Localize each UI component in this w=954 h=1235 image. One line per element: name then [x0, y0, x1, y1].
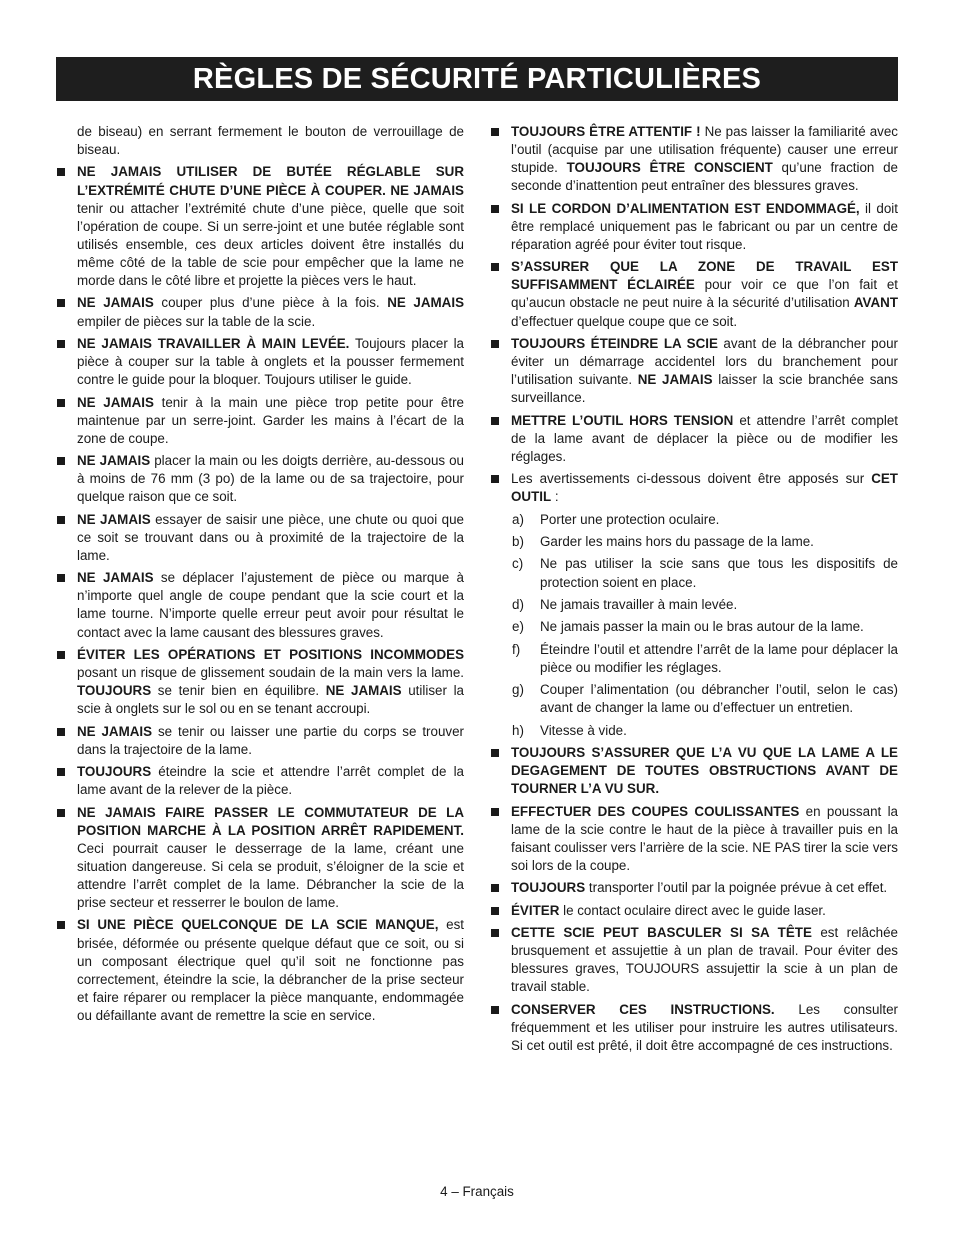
item-bold: CONSERVER CES INSTRUCTIONS. [511, 1001, 775, 1017]
list-item-continuation [56, 123, 464, 159]
square-bullet-icon [491, 475, 499, 483]
item-text: laisser la scie branchée sans surveillance. [511, 372, 899, 406]
square-bullet-icon [491, 929, 499, 937]
item-bold: TOUJOURS ÊTRE CONSCIENT [566, 160, 773, 176]
item-bold: S’ASSURER QUE LA ZONE DE TRAVAIL EST SUFFISAMMENT ÉCLAIRÉE [511, 259, 898, 293]
list-item [490, 879, 898, 897]
sub-item-text: Porter une protection oculaire. [540, 511, 720, 527]
item-text: est brisée, déformée ou présente quelque défaut que ce soit, ou si un composant électrique quel qu’il soit ne fonctionne pas correctement, éteindre la scie, la débrancher de la prise secteur et faire réparer ou remplacer la pièce manquante, endommagée ou défaillante avant de remettre la scie en service. [77, 917, 465, 1023]
item-bold: CETTE SCIE PEUT BASCULER SI SA TÊTE [511, 925, 812, 941]
list-item [490, 470, 898, 506]
item-text: tenir à la main une pièce trop petite pour être maintenue par un serre-joint. Garder les mains à l’écart de la zone de coupe. [77, 394, 464, 446]
square-bullet-icon [57, 457, 65, 465]
sub-list-item [490, 555, 898, 591]
item-bold: NE JAMAIS [637, 372, 713, 388]
item-text: et attendre l’arrêt complet de la lame avant de déplacer la pièce ou de modifier les réglages. [511, 412, 899, 464]
item-text: tenir ou attacher l’extrémité chute d’une pièce, quelle que soit l’opération de coupe. Si un serre-joint et une butée réglable sont utilisés ensemble, ces deux articles doivent être installés du même côté de la table de scie pour empêcher que la lame ne morde dans le côté libre et projette la pièces vers le haut. [77, 200, 464, 289]
item-text: essayer de saisir une pièce, une chute ou quoi que ce soit se trouvant dans ou à proximité de la trajectoire de la lame. [77, 511, 464, 563]
item-text: se déplacer l’ajustement de pièce ou marque à n’importe quel angle de coupe pendant que la scie court et la lame tourne. N’importe quelle erreur peut avoir pour résultat le contact avec la lame causant des blessures graves. [77, 570, 465, 640]
page-footer: 4 – Français [440, 1184, 514, 1199]
item-bold: NE JAMAIS FAIRE PASSER LE COMMUTATEUR DE LA POSITION MARCHE À LA POSITION ARRÊT RAPIDEMENT. [77, 804, 464, 838]
sub-item-letter: b) [512, 534, 524, 550]
sub-item-text: Ne pas utiliser la scie sans que tous les dispositifs de protection soient en place. [540, 556, 898, 590]
item-text: utiliser la scie à onglets sur le sol ou en se tenant accroupi. [77, 683, 464, 717]
item-text: empiler de pièces sur la table de la scie. [77, 313, 316, 329]
list-item [490, 902, 898, 920]
list-item [56, 916, 464, 1025]
item-bold: NE JAMAIS [77, 295, 154, 311]
sub-list-item [490, 722, 898, 740]
sub-item-text: Éteindre l’outil et attendre l’arrêt de la lame pour déplacer la pièce ou modifier les réglages. [540, 641, 898, 675]
square-bullet-icon [57, 516, 65, 524]
item-bold: TOUJOURS ÊTRE ATTENTIF ! [511, 124, 701, 139]
item-text: se tenir bien en équilibre. [151, 683, 326, 699]
sub-item-text: Ne jamais passer la main ou le bras autour de la lame. [540, 619, 864, 635]
square-bullet-icon [491, 907, 499, 915]
item-bold: NE JAMAIS TRAVAILLER À MAIN LEVÉE. [77, 335, 350, 351]
square-bullet-icon [57, 399, 65, 407]
square-bullet-icon [491, 417, 499, 425]
square-bullet-icon [491, 205, 499, 213]
sub-item-text: Ne jamais travailler à main levée. [540, 596, 738, 612]
item-bold: NE JAMAIS [77, 453, 151, 469]
list-item [56, 163, 464, 290]
item-text: placer la main ou les doigts derrière, au-dessous ou à moins de 76 mm (3 po) de la lame ou de sa trajectoire, pour quelque raison que ce soit. [77, 453, 464, 505]
item-text: Les consulter fréquemment et les utiliser pour instruire les autres utilisateurs. Si cet outil est prêté, il doit être accompagné de ces instructions. [511, 1001, 898, 1053]
item-text: couper plus d’une pièce à la fois. [153, 295, 388, 311]
sub-item-letter: h) [512, 722, 524, 738]
list-item [56, 511, 464, 565]
list-item [490, 1001, 898, 1055]
left-column [56, 123, 464, 1029]
square-bullet-icon [57, 809, 65, 817]
list-item [56, 763, 464, 799]
list-item [490, 200, 898, 254]
sub-item-letter: g) [512, 682, 524, 698]
item-text: pour voir ce que l’on fait et qu’aucun obstacle ne peut nuire à la sécurité d’utilisation [511, 277, 898, 311]
item-bold: SI UNE PIÈCE QUELCONQUE DE LA SCIE MANQUE, [77, 917, 439, 933]
item-text: transporter l’outil par la poignée prévue à cet effet. [585, 880, 888, 896]
list-item [490, 744, 898, 798]
sub-list-item [490, 533, 898, 551]
item-bold: NE JAMAIS [387, 295, 465, 311]
sub-item-text: Vitesse à vide. [540, 722, 627, 738]
list-item [490, 803, 898, 875]
sub-item-text: Garder les mains hors du passage de la lame. [540, 534, 814, 550]
sub-list-item [490, 641, 898, 677]
square-bullet-icon [57, 168, 65, 176]
list-item [56, 335, 464, 389]
list-item [490, 123, 898, 195]
item-bold: TOUJOURS S’ASSURER QUE L’A VU QUE LA LAME A LE DEGAGEMENT DE TOUTES OBSTRUCTIONS AVANT DE TOURNER L’A VU SUR. [511, 745, 898, 797]
list-item [56, 452, 464, 506]
item-bold: NE JAMAIS [77, 723, 153, 739]
page-title: RÈGLES DE SÉCURITÉ PARTICULIÈRES [56, 57, 898, 101]
sub-list-item [490, 596, 898, 614]
item-bold: NE JAMAIS [77, 394, 154, 410]
item-text: Les avertissements ci-dessous doivent être apposés sur [511, 471, 872, 487]
item-bold: ÉVITER [511, 902, 560, 918]
square-bullet-icon [491, 263, 499, 271]
square-bullet-icon [491, 128, 499, 136]
item-bold: NE JAMAIS UTILISER DE BUTÉE RÉGLABLE SUR L’EXTRÉMITÉ CHUTE D’UNE PIÈCE À COUPER. NE JAMAIS [77, 164, 464, 198]
item-bold: TOUJOURS [77, 764, 152, 780]
item-bold: SI LE CORDON D’ALIMENTATION EST ENDOMMAGÉ, [511, 200, 860, 216]
item-text: avant de la débrancher pour éviter un démarrage accidentel lors du branchement pour l’utilisation suivante. [511, 335, 898, 388]
item-bold: AVANT [853, 295, 898, 311]
list-item [56, 569, 464, 641]
item-bold: TOUJOURS [77, 683, 152, 699]
square-bullet-icon [57, 728, 65, 736]
item-text: Ceci pourrait causer le desserrage de la lame, créant une situation dangereuse. Si cela se produit, s’éloigner de la scie et attendre l’arrêt complet de la lame. Débrancher la scie de la prise secteur et resserrer le boulon de lame. [77, 840, 464, 911]
sub-item-letter: d) [512, 596, 524, 612]
sub-item-letter: e) [512, 619, 524, 635]
item-text: qu’une fraction de seconde d’inattention peut entraîner des blessures graves. [511, 160, 898, 194]
square-bullet-icon [491, 749, 499, 757]
item-text: il doit être remplacé uniquement pas le fabricant ou par un centre de réparation agréé pour éviter tout risque. [511, 200, 899, 252]
list-item [56, 804, 464, 913]
item-text: éteindre la scie et attendre l’arrêt complet de la lame avant de la relever de la pièce. [77, 764, 464, 798]
sub-item-letter: c) [512, 556, 524, 572]
item-bold: CET OUTIL [511, 471, 898, 505]
item-text: d’effectuer quelque coupe que ce soit. [511, 313, 738, 329]
item-bold: NE JAMAIS [325, 683, 402, 699]
list-item [490, 258, 898, 330]
list-item [56, 394, 464, 448]
item-text: Toujours placer la pièce à couper sur la table à onglets et la pousser fermement contre le guide pour la bloquer. Toujours utiliser le guide. [77, 335, 464, 388]
item-text: Ne pas laisser la familiarité avec l’outil (acquise par une utilisation fréquente) causer une erreur stupide. [511, 124, 898, 176]
list-item [56, 294, 464, 330]
sub-list-item [490, 681, 898, 717]
list-item [490, 924, 898, 996]
list-item [56, 723, 464, 759]
item-bold: ÉVITER LES OPÉRATIONS ET POSITIONS INCOMMODES [77, 646, 464, 662]
item-text: se tenir ou laisser une partie du corps se trouver dans la trajectoire de la lame. [77, 723, 465, 757]
item-text: le contact oculaire direct avec le guide laser. [559, 902, 826, 918]
sub-list-item [490, 511, 898, 529]
square-bullet-icon [491, 340, 499, 348]
sub-item-text: Couper l’alimentation (ou débrancher l’outil, selon le cas) avant de changer la lame ou d’effectuer un entretien. [540, 682, 898, 716]
square-bullet-icon [57, 651, 65, 659]
sub-item-letter: f) [512, 641, 521, 657]
item-bold: NE JAMAIS [77, 570, 154, 586]
item-bold: TOUJOURS ÉTEINDRE LA SCIE [511, 335, 718, 351]
item-bold: TOUJOURS [511, 880, 586, 896]
square-bullet-icon [57, 768, 65, 776]
item-text: : [551, 489, 559, 505]
square-bullet-icon [57, 574, 65, 582]
right-column [490, 123, 898, 1059]
item-text: est relâchée brusquement et assujettie à un plan de travail. Pour éviter des blessures graves, TOUJOURS assujettir la scie à un plan de travail stable. [511, 925, 899, 995]
item-bold: NE JAMAIS [77, 511, 151, 527]
square-bullet-icon [57, 340, 65, 348]
sub-list-item [490, 618, 898, 636]
list-item [490, 335, 898, 407]
square-bullet-icon [57, 299, 65, 307]
item-bold: EFFECTUER DES COUPES COULISSANTES [511, 803, 800, 819]
sub-item-letter: a) [512, 511, 524, 527]
item-text: de biseau) en serrant fermement le bouton de verrouillage de biseau. [77, 124, 464, 158]
square-bullet-icon [491, 808, 499, 816]
item-bold: METTRE L’OUTIL HORS TENSION [511, 412, 734, 428]
list-item [56, 646, 464, 718]
square-bullet-icon [491, 884, 499, 892]
item-text: posant un risque de glissement soudain de la main vers la lame. [77, 665, 464, 680]
square-bullet-icon [491, 1006, 499, 1014]
item-text: en poussant la lame de la scie contre le haut de la pièce à travailler puis en la faisant coulisser vers l’arrière de la scie. NE PAS tirer la scie vers soi lors de la coupe. [511, 803, 898, 873]
square-bullet-icon [57, 921, 65, 929]
list-item [490, 412, 898, 466]
